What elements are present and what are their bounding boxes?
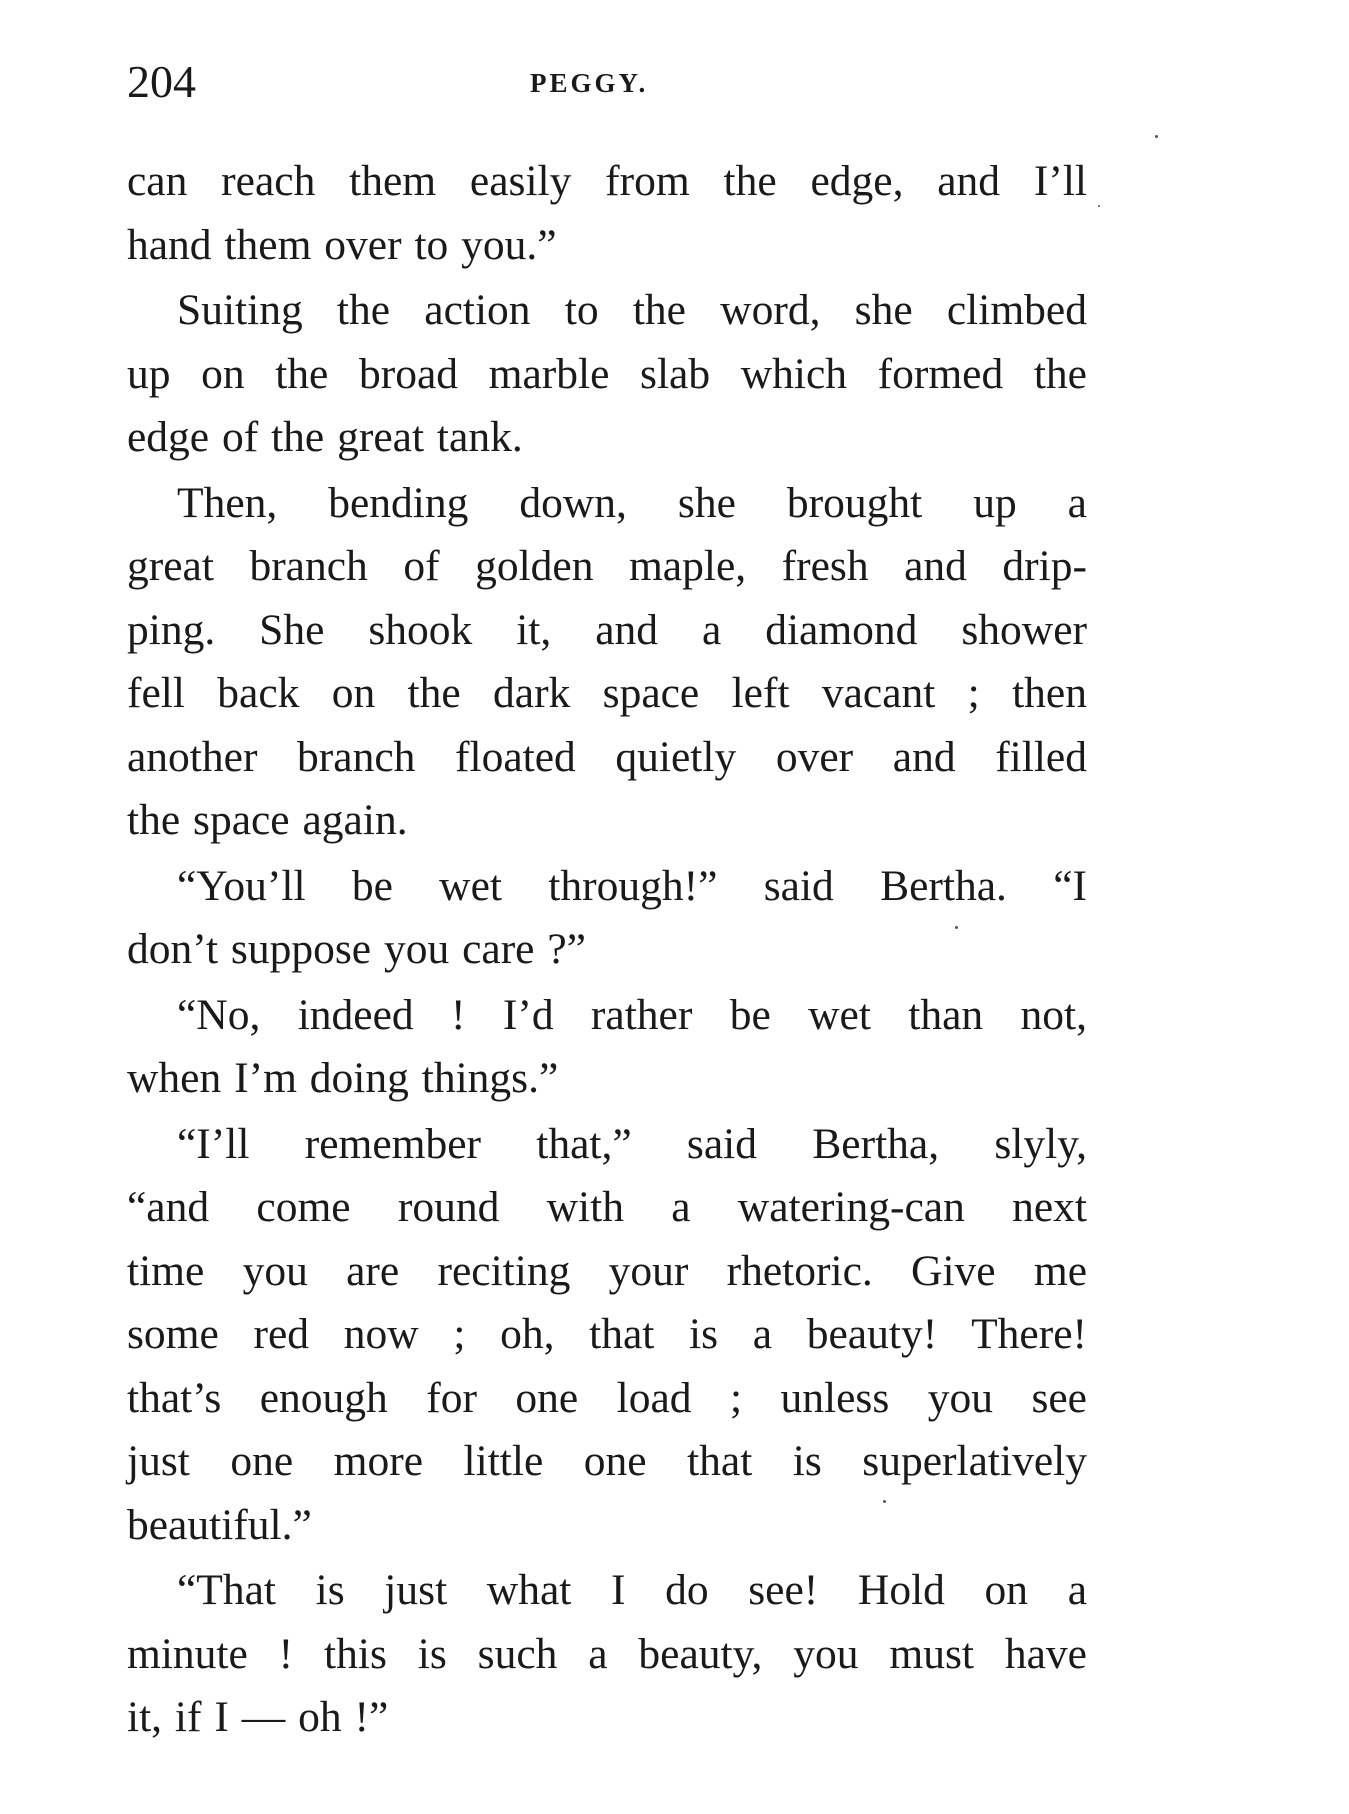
text-line: Then, bending down, she brought up a [177, 478, 1087, 527]
paragraph [127, 150, 1087, 277]
scan-speck [1155, 135, 1158, 138]
text-line: when I’m doing things.” [127, 1054, 559, 1102]
text-line: minute ! this is such a beauty, you must have [127, 1629, 1087, 1678]
text-line: “and come round with a watering-can next [127, 1183, 1087, 1231]
paragraph [127, 279, 1087, 470]
paragraph [127, 1113, 1087, 1558]
text-line: some red now ; oh, that is a beauty! There! [127, 1310, 1087, 1358]
text-line: can reach them easily from the edge, and I’ll [127, 157, 1087, 205]
text-line: don’t suppose you care ?” [127, 925, 586, 973]
text-line: edge of the great tank. [127, 413, 523, 461]
text-line: hand them over to you.” [127, 220, 557, 269]
paragraph [127, 1559, 1087, 1750]
text-line: it, if I — oh !” [127, 1693, 389, 1741]
paragraph [127, 855, 1087, 982]
text-line: Suiting the action to the word, she climbed [177, 286, 1087, 334]
text-line: “No, indeed ! I’d rather be wet than not, [177, 990, 1087, 1039]
text-line: the space again. [127, 796, 408, 844]
text-line: great branch of golden maple, fresh and drip- [127, 542, 1087, 590]
text-line: that’s enough for one load ; unless you see [127, 1373, 1087, 1422]
scan-speck [883, 1500, 886, 1503]
text-line: time you are reciting your rhetoric. Give me [127, 1246, 1087, 1295]
running-head: PEGGY. [530, 68, 649, 98]
page-number: 204 [127, 56, 196, 107]
text-line: “That is just what I do see! Hold on a [177, 1566, 1087, 1614]
page-header [127, 52, 1087, 112]
paragraph [127, 472, 1087, 853]
text-line: another branch floated quietly over and filled [127, 732, 1087, 781]
text-line: ping. She shook it, and a diamond shower [127, 605, 1087, 654]
text-line: “I’ll remember that,” said Bertha, slyly, [177, 1119, 1087, 1168]
paragraph [127, 984, 1087, 1111]
scan-speck [1098, 205, 1100, 207]
text-line: beautiful.” [127, 1500, 312, 1549]
text-line: up on the broad marble slab which formed the [127, 349, 1087, 398]
text-line: “You’ll be wet through!” said Bertha. “I [177, 861, 1087, 910]
scan-speck [955, 926, 958, 929]
text-line: fell back on the dark space left vacant ; then [127, 669, 1087, 717]
text-line: just one more little one that is superlatively [127, 1437, 1087, 1485]
body-text [127, 150, 1087, 1752]
